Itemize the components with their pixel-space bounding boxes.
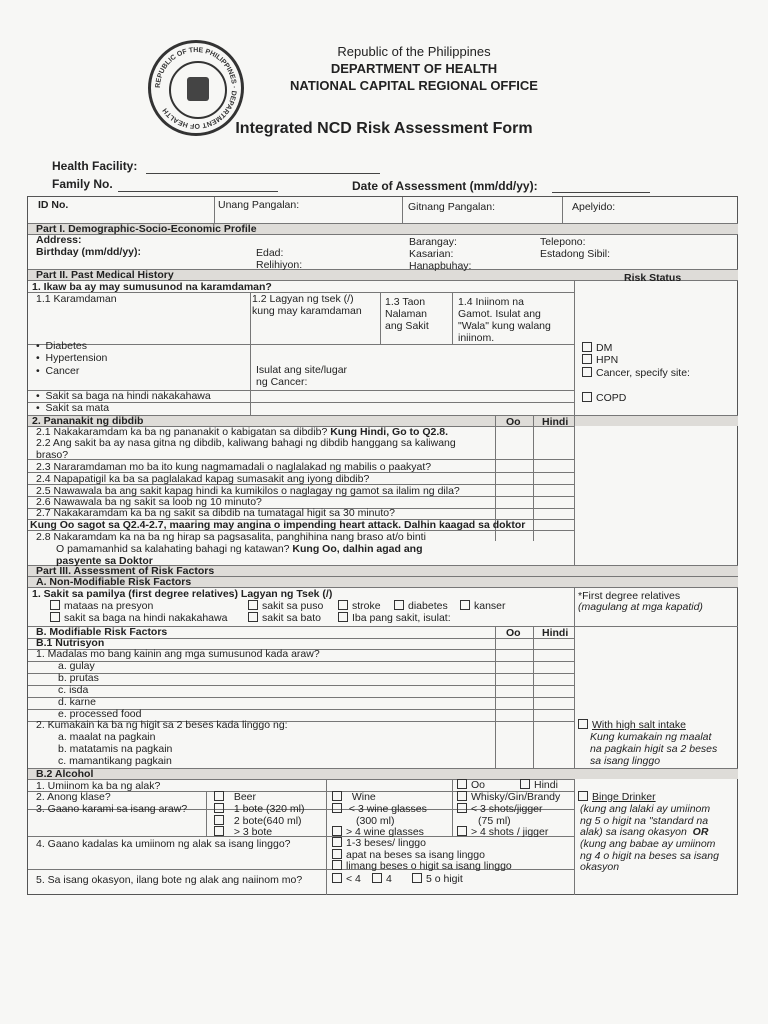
edad-label: Edad: [256,247,284,259]
food-matatamis: b. matatamis na pagkain [58,743,173,755]
republic-text: Republic of the Philippines [337,44,491,59]
health-facility-label: Health Facility: [52,159,138,173]
first-degree-note-b: (magulang at mga kapatid) [578,601,703,613]
apelyido-label: Apelyido: [572,201,616,213]
cancer-site-label-a: Isulat ang site/lugar [256,364,348,376]
opt-diabetes[interactable]: diabetes [394,600,448,612]
kasarian-label: Kasarian: [409,248,454,260]
risk-copd-checkbox[interactable]: COPD [582,392,626,404]
q26-text: 2.6 Nawawala ba ng sakit sa loob ng 10 minuto? [36,496,262,508]
form-title: Integrated NCD Risk Assessment Form [235,120,533,137]
department-text: DEPARTMENT OF HEALTH [330,61,498,76]
b1-title: B.1 Nutrisyon [36,637,105,649]
binge-note-2: ng 5 o higit na "standard na [580,815,709,827]
wine-1-ml: (300 ml) [356,815,395,827]
opt-stroke[interactable]: stroke [338,600,381,612]
disease-hypertension: • Hypertension [36,352,108,364]
col-gamot-d: iniinom. [458,332,495,344]
unang-pangalan-label: Unang Pangalan: [218,199,300,211]
cancer-site-label-b: ng Cancer: [256,376,308,388]
b1q1-text: 1. Madalas mo bang kainin ang mga sumusunod kada araw? [36,648,320,660]
binge-note-1: (kung ang lalaki ay umiinom [580,803,711,815]
office-text: NATIONAL CAPITAL REGIONAL OFFICE [290,78,538,93]
q27-text: 2.7 Nakakaramdam ka ba ng sakit sa dibdib na tumatagal higit sa 30 minuto? [36,507,395,519]
whisky-2-checkbox[interactable]: > 4 shots / jigger [457,826,548,838]
food-processed: e. processed food [58,708,142,720]
svg-text:REPUBLIC OF THE PHILIPPINES ·: REPUBLIC OF THE PHILIPPINES · DEPARTMENT OF HEALTH [154,46,238,130]
col-taon-b: Nalaman [385,308,428,320]
col-lagyan-b: kung may karamdaman [252,305,362,317]
al2-text: 2. Anong klase? [36,791,111,803]
a1-text: 1. Sakit sa pamilya (first degree relatives) Lagyan ng Tsek (/) [32,588,333,600]
opt-presyon[interactable]: mataas na presyon [50,600,153,612]
barangay-label: Barangay: [409,236,457,248]
telepono-label: Telepono: [540,236,586,248]
b1q2-text: 2. Kumakain ka ba ng higit sa 2 beses kada linggo ng: [36,719,288,731]
address-label: Address: [36,234,82,246]
part1-title: Part I. Demographic-Socio-Economic Profile [36,223,257,235]
q28-text-d: pasyente sa Doktor [56,555,153,567]
food-maalat: a. maalat na pagkain [58,731,156,743]
bottles-2-checkbox[interactable]: 4 [372,873,392,885]
q21-text: 2.1 Nakakaramdam ka ba ng pananakit o kabigatan sa dibdib? Kung Hindi, Go to Q2.8. [36,426,449,438]
hanapbuhay-label: Hanapbuhay: [409,260,472,272]
binge-note-6: okasyon [580,861,620,873]
binge-note-4: (kung ang babae ay umiinom [580,838,716,850]
binge-drinker-checkbox[interactable]: Binge Drinker [578,791,656,803]
whisky-checkbox[interactable]: Whisky/Gin/Brandy [457,791,560,803]
birthday-label: Birthday (mm/dd/yy): [36,246,142,258]
salt-note-1: Kung kumakain ng maalat [590,731,712,743]
salt-intake-checkbox[interactable]: With high salt intake [578,719,686,731]
disease-cancer: • Cancer [36,365,80,377]
q22-text-b: braso? [36,449,69,461]
risk-status-header: Risk Status [624,272,682,284]
estadong-sibil-label: Estadong Sibil: [540,248,611,260]
bottles-1-checkbox[interactable]: < 4 [332,873,361,885]
food-karne: d. karne [58,696,96,708]
food-gulay: a. gulay [58,660,95,672]
risk-dm-checkbox[interactable]: DM [582,342,612,354]
food-prutas: b. prutas [58,672,99,684]
part2-title: Part II. Past Medical History [36,269,174,281]
al3-text: 3. Gaano karami sa isang araw? [36,803,188,815]
col-gamot-a: 1.4 Iniinom na [458,296,524,308]
food-mamantika: c. mamantikang pagkain [58,755,172,767]
risk-hpn-checkbox[interactable]: HPN [582,354,618,366]
disease-baga: • Sakit sa baga na hindi nakakahawa [36,390,211,402]
bottles-3-checkbox[interactable]: 5 o higit [412,873,463,885]
col-gamot-b: Gamot. Isulat ang [458,308,541,320]
risk-cancer-checkbox[interactable]: Cancer, specify site: [582,367,690,379]
relihiyon-label: Relihiyon: [256,259,303,271]
disease-diabetes: • Diabetes [36,340,87,352]
q23-text: 2.3 Nararamdaman mo ba ito kung nagmamadali o naglalakad ng mabilis o paakyat? [36,461,432,473]
q28-text-b: O pamamanhid sa kalahating bahagi ng katawan? Kung Oo, dalhin agad ang [56,543,423,555]
q2-oo-header: Oo [506,416,521,428]
part3-a-title: A. Non-Modifiable Risk Factors [36,576,192,588]
q24-text: 2.4 Napapatigil ka ba sa paglalakad kapag sumasakit ang iyong dibdib? [36,473,370,485]
health-facility-line[interactable] [146,173,380,174]
part3-title: Part III. Assessment of Risk Factors [36,565,215,577]
beer-checkbox[interactable]: Beer [214,791,256,803]
disease-mata: • Sakit sa mata [36,402,110,414]
food-isda: c. isda [58,684,89,696]
al-oo-checkbox[interactable]: Oo [457,779,485,791]
whisky-1-checkbox[interactable]: < 3 shots/jigger [457,803,543,815]
whisky-1-ml: (75 ml) [478,815,511,827]
binge-note-3: alak) sa isang okasyon OR [580,826,709,838]
wine-1-checkbox[interactable]: < 3 wine glasses [332,803,427,815]
freq-1-checkbox[interactable]: 1-3 beses/ linggo [332,837,426,849]
q2-title: 2. Pananakit ng dibdib [32,415,144,427]
date-assessment-line[interactable] [552,192,650,193]
col-lagyan-a: 1.2 Lagyan ng tsek (/) [252,293,354,305]
col-karamdaman: 1.1 Karamdaman [36,293,117,305]
first-degree-note-a: *First degree relatives [578,590,681,602]
gitnang-pangalan-label: Gitnang Pangalan: [408,201,495,213]
b-oo-header: Oo [506,627,521,639]
q25-text: 2.5 Nawawala ba ang sakit kapag hindi ka kumikilos o naglagay ng gamot sa ilalim ng dila? [36,485,460,497]
freq-3-checkbox[interactable]: limang beses o higit sa isang linggo [332,860,512,872]
id-no-label: ID No. [38,199,69,211]
freq-2-checkbox[interactable]: apat na beses sa isang linggo [332,849,485,861]
part3-b-title: B. Modifiable Risk Factors [36,626,168,638]
wine-checkbox[interactable]: Wine [332,791,376,803]
b-hindi-header: Hindi [542,627,569,639]
beer-3-checkbox[interactable]: > 3 bote [214,826,272,838]
opt-iba[interactable]: Iba pang sakit, isulat: [338,612,451,624]
q22-text-a: 2.2 Ang sakit ba ay nasa gitna ng dibdib, kaliwang bahagi ng dibdib hanggang sa kaliwang [36,437,456,449]
al5-text: 5. Sa isang okasyon, ilang bote ng alak ang naiinom mo? [36,874,303,886]
al1-text: 1. Umiinom ka ba ng alak? [36,780,161,792]
al4-text: 4. Gaano kadalas ka umiinom ng alak sa isang linggo? [36,838,291,850]
b2-title: B.2 Alcohol [36,768,94,780]
salt-note-3: sa isang linggo [590,755,661,767]
date-assessment-label: Date of Assessment (mm/dd/yy): [352,179,538,193]
q2-hindi-header: Hindi [542,416,569,428]
family-no-label: Family No. [52,177,113,191]
binge-note-5: ng 4 o higit na beses sa isang [580,850,719,862]
angina-warning: Kung Oo sagot sa Q2.4-2.7, maaring may angina o impending heart attack. Dalhin kaagad sa doktor [30,519,526,531]
opt-puso[interactable]: sakit sa puso [248,600,323,612]
salt-note-2: na pagkain higit sa 2 beses [590,743,718,755]
q1-text: 1. Ikaw ba ay may sumusunod na karamdaman? [32,281,272,293]
beer-1-checkbox[interactable]: 1 bote (320 ml) [214,803,304,815]
wine-2-checkbox[interactable]: > 4 wine glasses [332,826,424,838]
family-no-line[interactable] [118,191,278,192]
beer-2-checkbox[interactable]: 2 bote(640 ml) [214,815,302,827]
col-taon-c: ang Sakit [385,320,429,332]
al-hindi-checkbox[interactable]: Hindi [520,779,558,791]
opt-baga[interactable]: sakit sa baga na hindi nakakahawa [50,612,227,624]
opt-kanser[interactable]: kanser [460,600,506,612]
q28-text-a: 2.8 Nakaramdam ka na ba ng hirap sa pagsasalita, panghihina nang braso at/o binti [36,531,426,543]
col-gamot-c: "Wala" kung walang [458,320,551,332]
opt-bato[interactable]: sakit sa bato [248,612,321,624]
col-taon-a: 1.3 Taon [385,296,426,308]
